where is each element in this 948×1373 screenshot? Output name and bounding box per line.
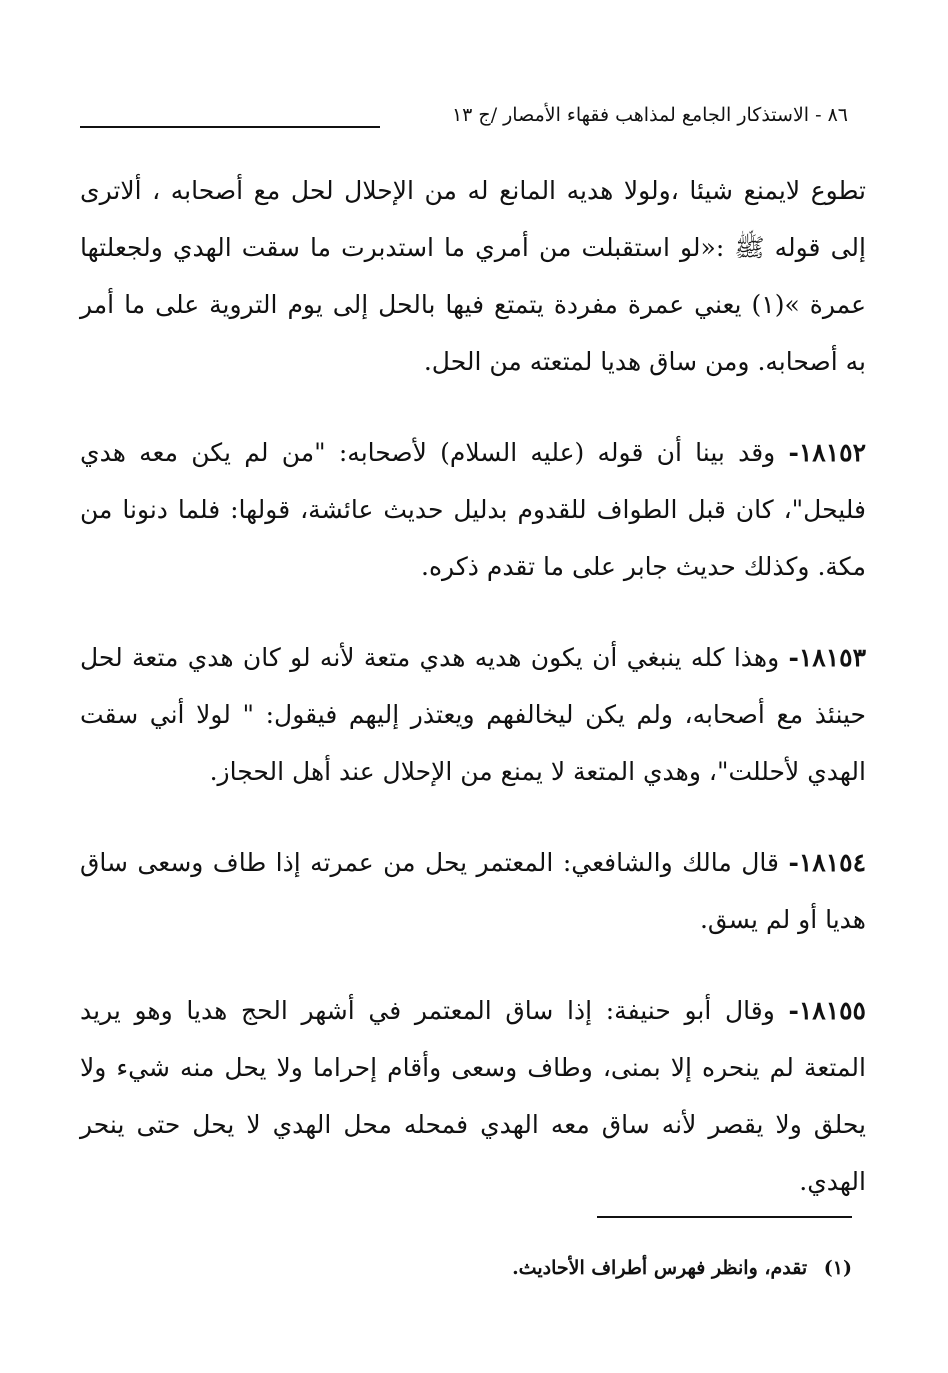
paragraph-18155 <box>80 982 866 1210</box>
paragraph-text: وقد بينا أن قوله (عليه السلام) لأصحابه: "من لم يكن معه هدي فليحل"، كان قبل الطواف للقدوم بدليل حديث عائشة، قولها: فلما دنونا من مكة. وكذلك حديث جابر على ما تقدم ذكره. <box>80 438 867 581</box>
running-header: ٨٦ - الاستذكار الجامع لمذاهب فقهاء الأمصار /ج ١٣ <box>451 104 848 126</box>
footnote-rule <box>597 1216 852 1218</box>
paragraph-number: ١٨١٥٣- <box>788 643 866 672</box>
footnote <box>252 1253 852 1283</box>
footnote-marker: (١) <box>823 1257 852 1279</box>
paragraph-number: ١٨١٥٥- <box>788 996 866 1025</box>
header-rule <box>80 126 380 128</box>
main-text <box>80 162 866 1244</box>
paragraph-text: وقال أبو حنيفة: إذا ساق المعتمر في أشهر الحج هديا وهو يريد المتعة لم ينحره إلا بمنى، وطاف وسعى وأقام إحراما ولا يحل منه شيء ولا يحلق ولا يقصر لأنه ساق معه الهدي فمحله محل الهدي لا يحل حتى ينحر الهدي. <box>80 996 866 1196</box>
paragraph-intro <box>80 162 866 390</box>
paragraph-text: قال مالك والشافعي: المعتمر يحل من عمرته إذا طاف وسعى ساق هديا أو لم يسق. <box>80 848 866 934</box>
paragraph-text: تطوع لايمنع شيئا ،ولولا هديه المانع له من الإحلال لحل مع أصحابه ، ألاترى إلى قوله ﷺ :«لو استقبلت من أمري ما استدبرت ما سقت الهدي ولجعلتها عمرة »(١) يعني عمرة مفردة يتمتع فيها بالحل إلى يوم التروية على ما أمر به أصحابه. ومن ساق هديا لمتعته من الحل. <box>80 176 866 376</box>
paragraph-text: وهذا كله ينبغي أن يكون هديه هدي متعة لأنه لو كان هدي متعة لحل حينئذ مع أصحابه، ولم يكن ليخالفهم ويعتذر إليهم فيقول: " لولا أني سقت الهدي لأحللت"، وهدي المتعة لا يمنع من الإحلال عند أهل الحجاز. <box>80 643 866 786</box>
paragraph-18154 <box>80 834 866 948</box>
paragraph-number: ١٨١٥٤- <box>788 848 866 877</box>
footnote-text: تقدم، وانظر فهرس أطراف الأحاديث. <box>512 1257 808 1279</box>
paragraph-18152 <box>80 424 866 595</box>
paragraph-18153 <box>80 629 866 800</box>
paragraph-number: ١٨١٥٢- <box>788 438 866 467</box>
